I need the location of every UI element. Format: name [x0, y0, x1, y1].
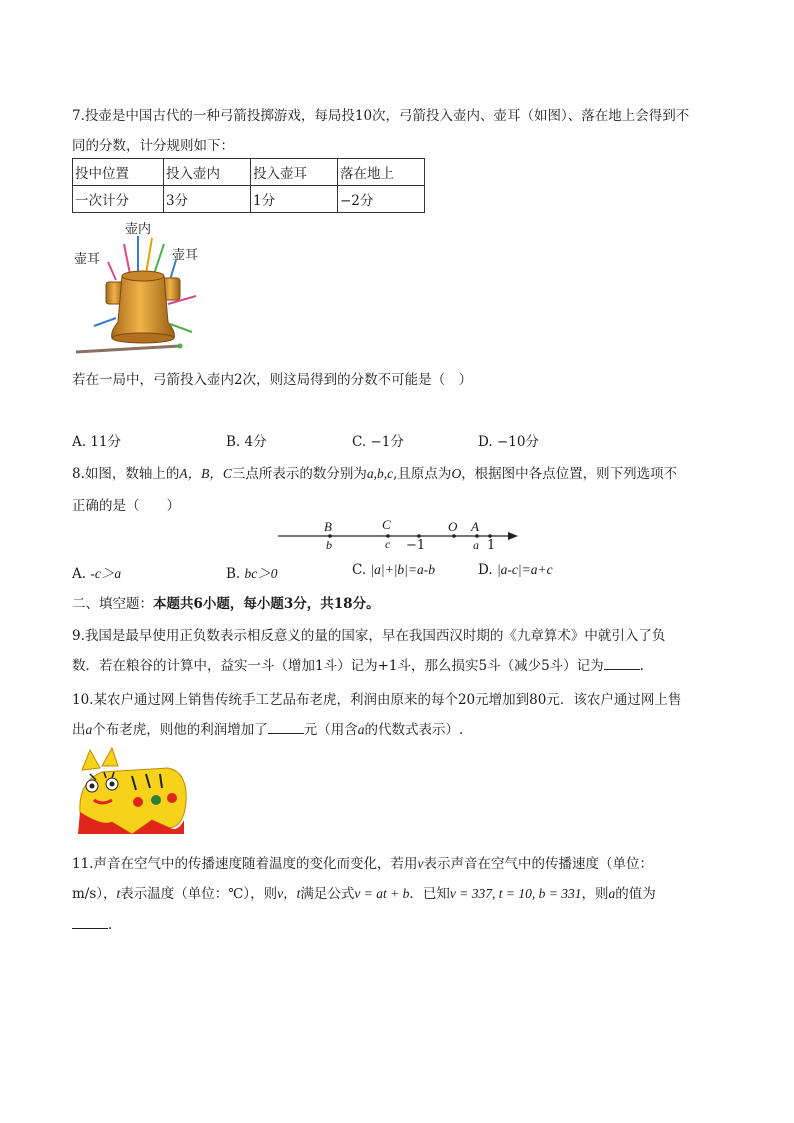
option-expr: bc＞0	[244, 566, 278, 581]
q11-var-v: v	[417, 856, 424, 871]
q8-text-line1	[72, 462, 677, 482]
axis-label-O: O	[448, 519, 458, 534]
section-title: 二、填空题：	[72, 596, 153, 612]
q7-option-d: D. −10分	[478, 434, 539, 450]
q11-vars: v，t	[277, 886, 301, 901]
touhu-pot-figure	[72, 214, 212, 359]
section-heading	[72, 592, 380, 612]
number-line-figure	[276, 516, 526, 556]
q11-unit: m/s	[72, 886, 97, 902]
axis-label-a: a	[473, 538, 479, 552]
q11-text: ），	[96, 886, 117, 902]
section-description: 本题共6小题，每小题3分，共18分。	[153, 596, 380, 612]
q11-text: ．已知	[409, 886, 450, 902]
q8-points: A，B，C	[179, 466, 232, 481]
q10-text: 个布老虎，则他的利润增加了	[92, 722, 268, 738]
q9-text-line2	[72, 654, 644, 674]
axis-label-c: c	[385, 537, 391, 551]
q11-text-line2	[72, 882, 656, 902]
axis-label-neg1: −1	[406, 538, 426, 553]
q11-var-a: a	[608, 886, 616, 901]
q8-text: ，根据图中各点位置，则下列选项不	[461, 466, 678, 482]
q10-text: 的代数式表示）.	[364, 722, 464, 738]
option-expr: |a|+|b|=a-b	[370, 562, 435, 577]
answer-blank[interactable]	[268, 719, 304, 734]
arrow-right-icon	[508, 532, 518, 540]
q8-text-line2: 正确的是（ ）	[72, 498, 180, 514]
q8-option-a	[72, 562, 121, 582]
q10-text-line1: 10.某农户通过网上销售传统手工艺品布老虎，利润由原来的每个20元增加到80元．该农户通过网上售	[72, 692, 682, 708]
option-expr: |a-c|=a+c	[496, 562, 553, 577]
q8-text: ,且原点为	[393, 466, 452, 482]
q9-text: 数．若在粮谷的计算中，益实一斗（增加1斗）记为+1斗，那么损实5斗（减少5斗）记为	[72, 658, 604, 674]
q9-end: .	[639, 658, 644, 674]
q11-text: ，则	[581, 886, 609, 902]
cloth-tiger-figure	[72, 742, 192, 838]
q7-option-c: C. −1分	[352, 434, 404, 450]
q10-text-line2	[72, 718, 463, 738]
table-cell: 落在地上	[338, 159, 425, 186]
option-expr: -c＞a	[90, 566, 122, 581]
option-prefix: C.	[352, 562, 371, 578]
table-cell: 1分	[251, 186, 338, 213]
option-prefix: D.	[478, 562, 497, 578]
q9-text-line1: 9.我国是最早使用正负数表示相反意义的量的国家，早在我国西汉时期的《九章算术》中就引入了负	[72, 628, 666, 644]
axis-label-b: b	[326, 538, 332, 552]
q8-text: 8.如图，数轴上的	[72, 466, 180, 482]
option-prefix: B.	[226, 566, 245, 582]
q8-option-c	[352, 562, 435, 578]
q11-end: .	[108, 917, 113, 933]
scoring-table	[72, 158, 425, 213]
q10-var: a	[357, 722, 365, 737]
q8-option-d	[478, 562, 553, 578]
q11-answer-line	[72, 914, 112, 933]
q11-text: 的值为	[615, 886, 656, 902]
answer-blank[interactable]	[72, 914, 108, 929]
answer-blank[interactable]	[604, 655, 640, 670]
table-cell: 投入壶内	[164, 159, 251, 186]
q11-text-line1	[72, 852, 653, 872]
q11-text: 11.声音在空气中的传播速度随着温度的变化而变化，若用	[72, 856, 418, 872]
table-cell: 投中位置	[73, 159, 164, 186]
q7-option-b: B. 4分	[226, 434, 267, 450]
table-cell: 投入壶耳	[251, 159, 338, 186]
table-row	[73, 159, 425, 186]
label-inside: 壶内	[125, 222, 152, 237]
label-ear-right: 壶耳	[172, 248, 199, 263]
q11-text: 满足公式	[300, 886, 355, 902]
q8-option-b	[226, 562, 278, 582]
q7-option-a: A. 11分	[72, 434, 122, 450]
q11-text: 表示声音在空气中的传播速度（单位：	[423, 856, 653, 872]
q7-text-line2: 同的分数，计分规则如下：	[72, 138, 234, 154]
axis-label-A: A	[471, 519, 479, 534]
q8-text: 三点所表示的数分别为	[231, 466, 367, 482]
axis-label-B: B	[324, 519, 332, 534]
table-cell: 3分	[164, 186, 251, 213]
axis-label-1: 1	[487, 538, 496, 553]
table-row	[73, 186, 425, 213]
q10-var: a	[85, 722, 93, 737]
q7-question: 若在一局中，弓箭投入壶内2次，则这局得到的分数不可能是（ ）	[72, 372, 473, 388]
q8-origin: O	[451, 466, 462, 481]
axis-label-C: C	[382, 517, 391, 532]
q7-text-line1: 7.投壶是中国古代的一种弓箭投掷游戏，每局投10次，弓箭投入壶内、壶耳（如图）、落在地上会得到不	[72, 108, 690, 124]
label-ear-left: 壶耳	[74, 252, 101, 267]
q10-text: 元（用含	[303, 722, 358, 738]
table-cell: −2分	[338, 186, 425, 213]
option-prefix: A.	[72, 566, 91, 582]
q8-values: a,b,c	[366, 466, 394, 481]
q10-text: 出	[72, 722, 86, 738]
q11-given: v = 337, t = 10, b = 331	[449, 886, 582, 901]
q11-var-t: t	[116, 886, 121, 901]
q11-formula: v = at + b	[354, 886, 410, 901]
table-cell: 一次计分	[73, 186, 164, 213]
cloth-tiger-illustration	[72, 742, 192, 838]
q11-text: 表示温度（单位：℃），则	[120, 886, 278, 902]
